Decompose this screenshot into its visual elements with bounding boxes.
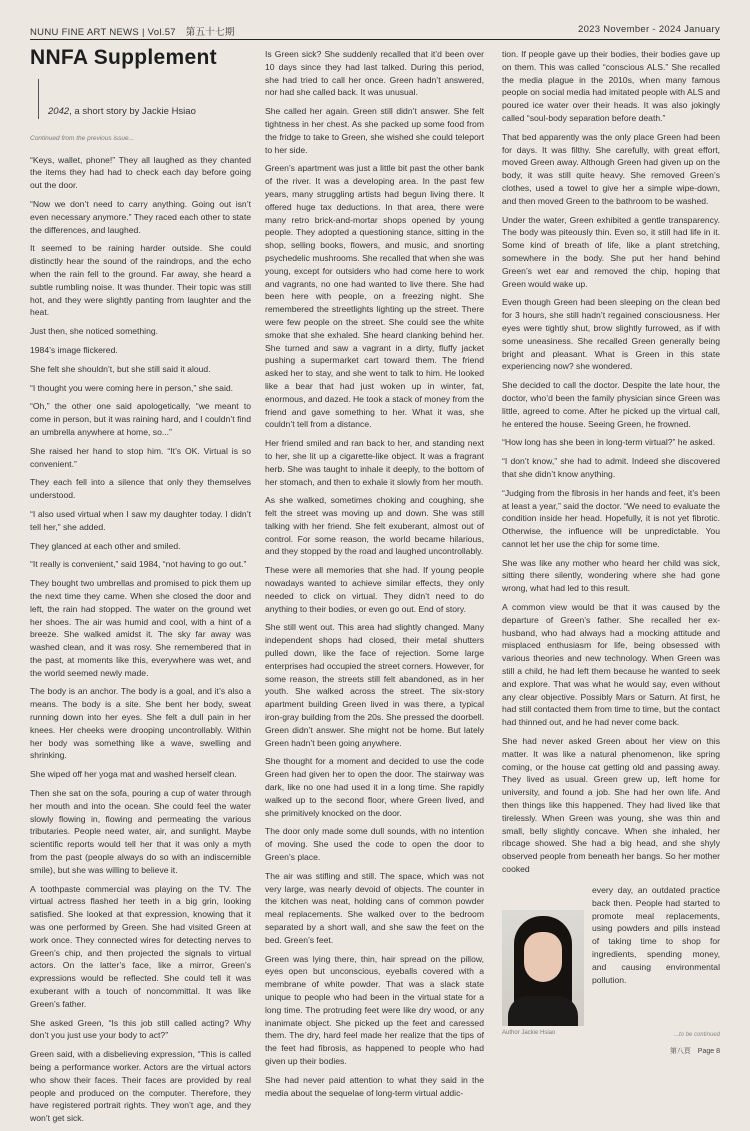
byline bbox=[48, 106, 196, 119]
paragraph: They each fell into a silence that only they themselves understood. bbox=[30, 477, 251, 501]
page-number: 第八頁 Page 8 bbox=[669, 1048, 720, 1055]
paragraph: The body is an anchor. The body is a goal, and it’s also a means. The body is a site. She bent her body, sweat running down into her eyes. She felt a dull pain in her knees. Her cheeks were drooping uncontrollably. Within her body was something like a wave, swelling and shrinking. bbox=[30, 686, 251, 761]
paragraph: Is Green sick? She suddenly recalled that it’d been over 10 days since they had last talked. During this period, she had tried to call her once. Green hadn’t answered, nor had she called back. It was unusual. bbox=[265, 49, 484, 98]
paragraph: She called her again. Green still didn’t answer. She felt tightness in her chest. As she packed up some food from the fridge to take to Green, she wished she could teleport to her side. bbox=[265, 106, 484, 155]
paragraph: She asked Green, “Is this job still called acting? Why don’t you just use your body to act?” bbox=[30, 1017, 251, 1041]
paragraph: They glanced at each other and smiled. bbox=[30, 540, 181, 551]
column-3-body bbox=[502, 48, 720, 876]
wrapped-paragraph: every day, an outdated practice back then. People had started to promote meal replacements, using powders and pills instead of taking time to shop for ingredients, spending money, and causing environmental pollution. bbox=[592, 885, 720, 985]
paragraph: Her friend smiled and ran back to her, and standing next to her, she lit up a cigarette-like object. It was a fragrant herb. She was taught to inhale it deeply, to the bottom of her stomach, and then to exhale it slowly from her mouth. bbox=[265, 438, 484, 487]
column-1-body bbox=[30, 154, 251, 1125]
paragraph: The door only made some dull sounds, with no intention of moving. She used the code to open the door to Green’s place. bbox=[265, 826, 484, 863]
paragraph: Green’s apartment was just a little bit past the other bank of the river. It was a developing area. In the past few years, many struggling artists had begun living there. It offered huge tax deductions. In that area, there were many retro brick-and-mortar shops opened by young people. They adopted a questioning stance, sitting in the shop, selling books, flowers, and music, and snorting psychedelic mushrooms. She recalled that when she was young, except for outsiders who had come here to work and vagrants, no one had wanted to live there. She had been here with people, on a freezing night. She remembered the streetlights lighting up the street. There were few people on the street. She could see the white smoke that she exhaled. She heard clanking behind her. She turned and saw a vagrant in a dirty, fluffy jacket pushing a supermarket cart toward them. The friend asked her to stay, and she went to talk to him. He looked like a bear that had just woken up in winter, fat, enormous, and dazed. He took a stack of money from the friend and gave something to her. What it was, she couldn’t tell from a distance. bbox=[265, 163, 484, 430]
paragraph: She felt she shouldn’t, but she still said it aloud. bbox=[30, 363, 211, 374]
paragraph: tion. If people gave up their bodies, their bodies gave up on them. This was called “conscious ALS.” She recalled the media plague in the 2010s, when many famous people on social media had imitated people with ALS and poured ice water over their heads. It was also jokingly called “soul-body separation before death.” bbox=[502, 49, 720, 123]
paragraph: “It really is convenient,” said 1984, “not having to go out.” bbox=[30, 559, 247, 570]
author-photo bbox=[502, 910, 584, 1026]
paragraph: It seemed to be raining harder outside. She could distinctly hear the sound of the raindrops, and the echo when the rain fell to the ground. Far away, she heard a subtle rumbling noise. It was thunder. Their topic was still hot, and they were slightly panting from laughter and the heat. bbox=[30, 243, 251, 318]
paragraph: She had never asked Green about her view on this matter. It was like a natural phenomenon, like spring coming, or the house cat getting old and passing away. They lived as usual. Green grew up, left home for university, and found a job. She had her own life. And then things like this happened. They had lived like that tirelessly. When Green was young, she was thin and small, belly slightly concave. When she inhaled, her ribcage showed. She had a big head, and she shyly observed people from beneath her bangs. So her mother cooked bbox=[502, 736, 720, 875]
byline-author: , a short story by Jackie Hsiao bbox=[69, 106, 196, 117]
paragraph: She wiped off her yoga mat and washed herself clean. bbox=[30, 769, 237, 780]
page-header bbox=[30, 24, 720, 38]
paragraph: The air was stifling and still. The space, which was not very large, was nearly devoid of objects. The counter in the kitchen was neat, holding cans of common powder meal replacements. She walked over to the bedroom separated by a short wall, and she saw the feet on the bed. Green’s feet. bbox=[265, 870, 484, 945]
page-title: NNFA Supplement bbox=[30, 46, 217, 69]
photo-caption: Author Jackie Hsiao bbox=[502, 1030, 556, 1036]
paragraph: She thought for a moment and decided to use the code Green had given her to open the door. The stairway was dark, like no one had used it in a long time. She rapidly walked up to the second floor, where Green lived, and she primitively knocked on the door. bbox=[265, 756, 484, 818]
header-rule bbox=[30, 39, 720, 40]
paragraph: “Oh,” the other one said apologetically, “we meant to come in person, but it was raining hard, and I couldn’t find an umbrella anywhere at home, so...” bbox=[30, 401, 251, 437]
paragraph: They bought two umbrellas and promised to pick them up the next time they came. When she closed the door and left, the rain had stopped. The water on the ground wet her shoes. The air was humid and cool, with a hint of a breeze. She walked amidst it. The sky far away was washed clean, and it was rosy. She remembered that in the past, at moments like this, everywhere was wet, and the world seemed newly made. bbox=[30, 578, 251, 678]
paragraph: Green said, with a disbelieving expression, “This is called being a performance worker. Actors are the virtual actors who show their faces. Their faces are provided by real people and produced on the computer. Therefore, they have registered portrait rights. They won’t age, and they won’t get sick. bbox=[30, 1049, 251, 1124]
issue-date-range: 2023 November - 2024 January bbox=[577, 24, 720, 35]
publication-name: NUNU FINE ART NEWS | Vol.57 第五十七期 bbox=[30, 27, 235, 38]
paragraph: A toothpaste commercial was playing on the TV. The virtual actress flashed her teeth in a big grin, looking satisfied. She looked at that expression, knowing that it was one performed by Green. She had visited Green at work once. They connected wires for detecting nerves to Green’s chip, and then projected the signals to virtual actors. On the latter’s face, like a mirror, Green’s expressions would be reflected. She could tell it was exuberant with a touch of noncommittal. It was like Green’s father. bbox=[30, 883, 251, 1009]
column-2-body bbox=[265, 48, 484, 1099]
paragraph: “I don’t know,” she had to admit. Indeed she discovered that she didn’t know anything. bbox=[502, 456, 720, 479]
paragraph: 1984’s image flickered. bbox=[30, 344, 118, 355]
column-1 bbox=[30, 48, 251, 1131]
paragraph: She had never paid attention to what they said in the media about the sequelae of long-term virtual addic- bbox=[265, 1074, 484, 1098]
author-photo-block bbox=[502, 910, 584, 1036]
paragraph: She was like any mother who heard her child was sick, sitting there silently, wondering where she had gone wrong, what had led to this result. bbox=[502, 557, 720, 594]
paragraph: Under the water, Green exhibited a gentle transparency. The body was piteously thin. Even so, it still had life in it. Some kind of breath of life, like a plant stretching, somewhere in the body. She put her hand behind Green’s wet ear and removed the chip, hoping that Green would wake up. bbox=[502, 214, 720, 289]
paragraph: Green was lying there, thin, hair spread on the pillow, eyes open but unconscious, eyeballs covered with a membrane of white powder. That was a slack state unique to people who had been in the virtual state for a long time. The protruding feet were like dry wood, or any inanimate object. She picked up the feet and caressed them. The dry, hard feel made her realize that the tips of the feet had fibrosis, as happened to people who had given up their bodies. bbox=[265, 953, 484, 1066]
to-be-continued: ...to be continued bbox=[673, 1032, 720, 1038]
column-3 bbox=[502, 48, 720, 882]
paragraph: “How long has she been in long-term virtual?” he asked. bbox=[502, 437, 716, 448]
paragraph: Then she sat on the sofa, pouring a cup of water through her mouth and into the ocean. She could feel the water slowly flowing in, flowing and permeating the various tributaries. People need water, air, and sunlight. Maybe scientific reports would tell her that it was only a myth from the past (people always do so with an indiscernible smile), but she was willing to believe it. bbox=[30, 788, 251, 875]
paragraph: Just then, she noticed something. bbox=[30, 326, 159, 337]
paragraph: She decided to call the doctor. Despite the late hour, the doctor, who’d been the family physician since Green was little, agreed to come. After he picked up the virtual call, he entered the house. Seeing Green, he frowned. bbox=[502, 380, 720, 429]
paragraph: As she walked, sometimes choking and coughing, she felt the street was moving up and down. She was still talking with her friend. She felt exuberant, almost out of control. For some reason, the world became hilarious, and they stopped by the road and laughed uncontrollably. bbox=[265, 495, 484, 557]
paragraph: Even though Green had been sleeping on the clean bed for 3 hours, she still hadn’t regained consciousness. Her eyes were tightly shut, brow slightly furrowed, as if with some uneasiness. She recalled Green generally being bright and pleasant. What is Green in this state experiencing now? she wondered. bbox=[502, 297, 720, 372]
paragraph: A common view would be that it was caused by the departure of Green’s father. She recalled her ex-husband, who had always had a mocking attitude and misplaced enthusiasm for life, being obsessed with various theories and new technology. When Green was still a child, he had left them because he wanted to seek and explore. That was what he would say, even without any clear objective. Possibly Mars or Saturn. At first, he had still contacted them from time to time, but the contact had thinned out, and he had never come back. bbox=[502, 602, 720, 728]
paragraph: “I thought you were coming here in person,” she said. bbox=[30, 382, 234, 393]
paragraph: “Keys, wallet, phone!” They all laughed as they chanted the items they had had to check each day before going out the door. bbox=[30, 154, 251, 191]
paragraph: “I also used virtual when I saw my daughter today. I didn’t tell her,” she added. bbox=[30, 508, 251, 532]
column-2 bbox=[265, 48, 484, 1105]
photo-face bbox=[524, 932, 562, 982]
paragraph: “Judging from the fibrosis in her hands and feet, it’s been at least a year,” said the doctor. “We need to evaluate the condition inside her head. Hopefully, it is not yet fibrotic. Otherwise, the influence will be unpredictable. You cannot let her use the chip for some time. bbox=[502, 487, 720, 549]
story-title: 2042 bbox=[48, 106, 70, 117]
paragraph: She still went out. This area had slightly changed. Many independent shops had closed, their metal shutters pulled down, like the face of rejection. Some large enterprises had occupied the street corners. However, for some reason, the streets still felt abandoned, as in her youth. She walked across the street. The six-story apartment building Green lived in was there, a typical iron-gray building from the 20s. She pressed the doorbell. Green didn’t answer. She might not be home. But lately Green hadn’t been going anywhere. bbox=[265, 622, 484, 748]
paragraph: “Now we don’t need to carry anything. Going out isn’t even necessary anymore.” They raced each other to state the differences, and laughed. bbox=[30, 198, 251, 235]
byline-block bbox=[38, 79, 251, 119]
paragraph: She raised her hand to stop him. “It’s OK. Virtual is so convenient.” bbox=[30, 445, 251, 469]
paragraph: That bed apparently was the only place Green had been for days. It was filthy. She carefully, with great effort, moved Green away. Although Green had given up on the body, it was still quite heavy. She removed Green’s clothes, used a towel to give her a simple wipe-down, and then moved Green to the bathroom to be washed. bbox=[502, 131, 720, 206]
paragraph: These were all memories that she had. If young people nowadays wanted to achieve similar effects, they only needed to click on virtual. They didn’t need to do anything to their bodies, or even go out. End of story. bbox=[265, 565, 484, 614]
continued-note: Continued from the previous issue... bbox=[30, 134, 135, 142]
photo-clothing bbox=[508, 996, 578, 1026]
